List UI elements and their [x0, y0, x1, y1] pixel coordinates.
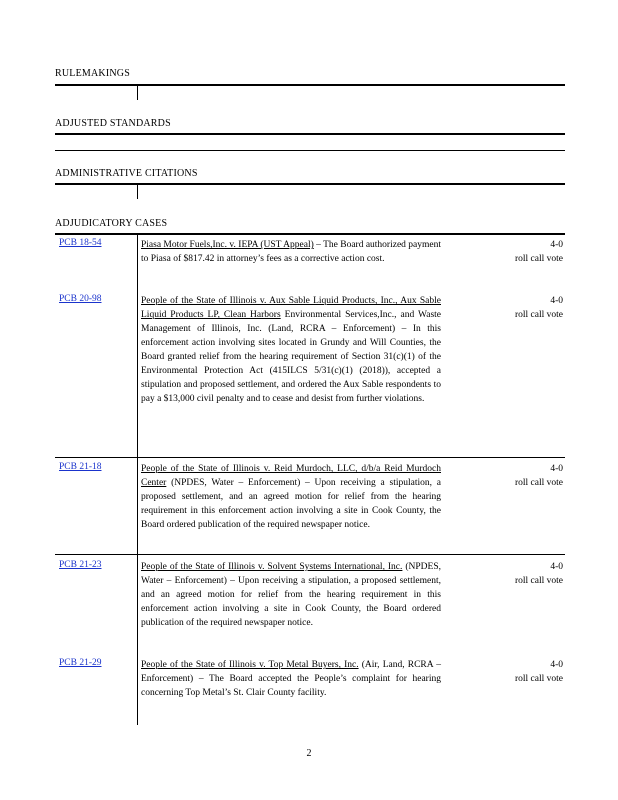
case-description	[141, 294, 441, 406]
section-rule	[55, 233, 565, 235]
row-separator	[55, 554, 565, 555]
case-description	[141, 462, 441, 532]
case-link[interactable]: PCB 20-98	[59, 294, 102, 304]
case-vote	[483, 238, 563, 266]
case-row	[55, 462, 565, 552]
vote-count: 4-0	[550, 296, 563, 306]
vote-label: roll call vote	[514, 576, 563, 586]
vote-count: 4-0	[550, 464, 563, 474]
vote-label: roll call vote	[514, 310, 563, 320]
adjusted-standards-heading: ADJUSTED STANDARDS	[55, 118, 171, 129]
case-vote	[483, 560, 563, 588]
case-vote	[483, 658, 563, 686]
case-link[interactable]: PCB 21-29	[59, 658, 102, 668]
case-caption: People of the State of Illinois v. Top Metal Buyers, Inc.	[141, 660, 359, 670]
rulemakings-heading: RULEMAKINGS	[55, 68, 130, 79]
case-description	[141, 238, 441, 266]
case-link[interactable]: PCB 21-23	[59, 560, 102, 570]
case-caption: Piasa Motor Fuels,Inc. v. IEPA (UST Appeal)	[141, 240, 314, 250]
section-rule	[55, 133, 565, 135]
vote-count: 4-0	[550, 240, 563, 250]
case-description	[141, 658, 441, 700]
column-divider	[137, 185, 138, 199]
case-link[interactable]: PCB 21-18	[59, 462, 102, 472]
case-summary: (Air, Land, RCRA – Enforcement) – The Board accepted the People’s complaint for hearing concerning Top Metal’s St. Clair County facility.	[141, 660, 441, 698]
case-link[interactable]: PCB 18-54	[59, 238, 102, 248]
administrative-citations-heading: ADMINISTRATIVE CITATIONS	[55, 168, 198, 179]
vote-label: roll call vote	[514, 478, 563, 488]
case-caption: People of the State of Illinois v. Solvent Systems International, Inc.	[141, 562, 403, 572]
case-summary: (NPDES, Water – Enforcement) – Upon receiving a stipulation, a proposed settlement, and an agreed motion for relief from the hearing requirement in this enforcement action involving a site in Cook County, the Board ordered publication of the required newspaper notice.	[141, 478, 441, 530]
case-vote	[483, 294, 563, 322]
case-row	[55, 560, 565, 650]
case-vote	[483, 462, 563, 490]
column-divider	[137, 86, 138, 100]
case-caption: People of the State of Illinois v. Aux Sable Liquid Products, Inc., Aux Sable Liquid Products LP, Clean Harbors	[141, 296, 441, 320]
vote-label: roll call vote	[514, 254, 563, 264]
case-summary: – The Board authorized payment to Piasa of $817.42 in attorney’s fees as a corrective action cost.	[141, 240, 442, 264]
section-rule	[55, 84, 565, 86]
vote-count: 4-0	[550, 562, 563, 572]
case-row	[55, 294, 565, 454]
page-number: 2	[306, 748, 312, 759]
section-rule-thin	[55, 150, 565, 151]
case-summary: Environmental Services,Inc., and Waste Management of Illinois, Inc. (Land, RCRA – Enforcement) – In this enforcement action involving sites located in Grundy and Will Counties, the Board granted relief from the hearing requirement of Section 31(c)(1) of the Environmental Protection Act (415ILCS 5/31(c)(1) (2018)), accepted a stipulation and proposed settlement, and ordered the Aux Sable respondents to pay a $13,000 civil penalty and to cease and desist from further violations.	[141, 310, 441, 404]
case-row	[55, 238, 565, 288]
case-row	[55, 658, 565, 718]
case-description	[141, 560, 441, 630]
adjudicatory-cases-heading: ADJUDICATORY CASES	[55, 218, 168, 229]
case-summary: (NPDES, Water – Enforcement) – Upon receiving a stipulation, a proposed settlement, and an agreed motion for relief from the hearing requirement in this enforcement action involving a site in Cook County, the Board ordered publication of the required newspaper notice.	[141, 562, 441, 628]
section-rule	[55, 183, 565, 185]
case-caption: People of the State of Illinois v. Reid Murdoch, LLC, d/b/a Reid Murdoch Center	[141, 464, 441, 488]
row-separator	[55, 457, 565, 458]
vote-count: 4-0	[550, 660, 563, 670]
vote-label: roll call vote	[514, 674, 563, 684]
